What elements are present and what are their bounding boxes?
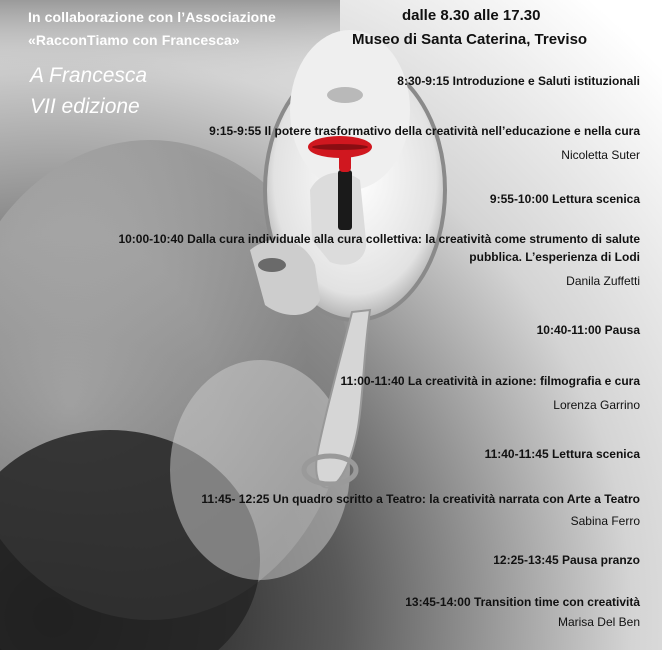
program-slot-5: 10:40-11:00 Pausa [536,323,640,337]
program-slot-9: 12:25-13:45 Pausa pranzo [493,553,640,567]
program-slot-6: 11:00-11:40 La creatività in azione: filmografia e cura [340,374,640,388]
program-slot-7: 11:40-11:45 Lettura scenica [484,447,640,461]
collaboration-line-1: In collaborazione con l’Associazione [28,9,276,25]
speaker-4: Danila Zuffetti [566,274,640,288]
lipstick-case [338,170,352,230]
program-slot-4: 10:00-10:40 Dalla cura individuale alla cura collettiva: la creatività come strumento di salute [118,232,640,246]
program-slot-1: 8:30-9:15 Introduzione e Saluti istituzionali [397,74,640,88]
program-slot-3: 9:55-10:00 Lettura scenica [489,192,640,206]
program-slot-8: 11:45- 12:25 Un quadro scritto a Teatro: la creatività narrata con Arte a Teatro [201,492,640,506]
speaker-6: Lorenza Garrino [553,398,640,412]
event-hours: dalle 8.30 alle 17.30 [402,7,541,24]
event-title: A Francesca [30,64,148,87]
program-slot-4-continued: pubblica. L’esperienza di Lodi [469,250,640,264]
event-venue: Museo di Santa Caterina, Treviso [352,31,588,48]
program-slot-2: 9:15-9:55 Il potere trasformativo della creatività nell’educazione e nella cura [209,124,640,138]
event-edition: VII edizione [30,95,140,118]
speaker-10: Marisa Del Ben [557,615,640,629]
speaker-8: Sabina Ferro [570,514,640,528]
speaker-2: Nicoletta Suter [561,148,640,162]
collaboration-line-2: «RacconTiamo con Francesca» [28,32,240,48]
program-slot-10: 13:45-14:00 Transition time con creatività [405,595,640,609]
lipstick [339,150,351,172]
